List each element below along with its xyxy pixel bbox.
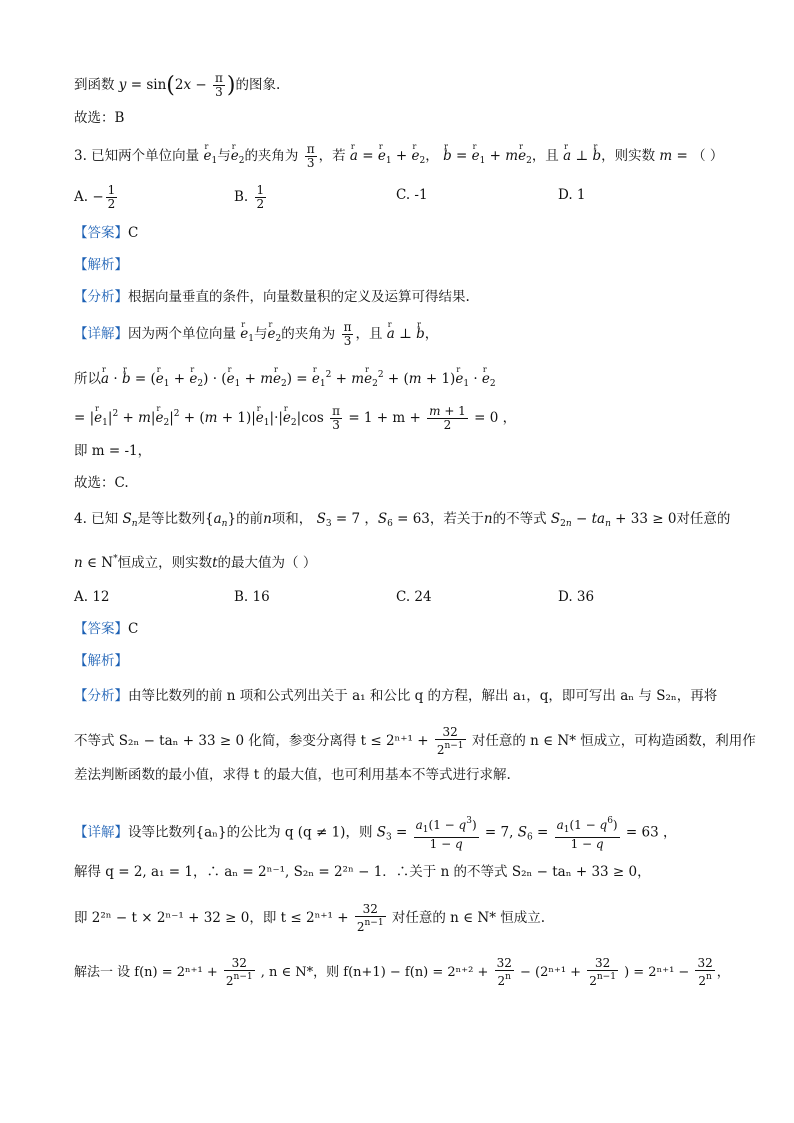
text: 的不等式	[492, 511, 547, 527]
formula-line	[74, 903, 754, 934]
answer-value: C	[128, 621, 139, 637]
question-4: 4. 已知 $S_n$是等比数列$\{a_n\}$的前n项和， $S_3 = 7$ ，$S_6 = 63$，若关于n的不等式 $S_{2n} - ta_n + 33 \ge 0$对任意的	[74, 511, 731, 529]
text: 根据向量垂直的条件，向量数量积的定义及运算可得结果.	[128, 289, 470, 305]
text: 不等式 S₂ₙ − taₙ + 33 ≥ 0 化简，参变分离得 t ≤ 2ⁿ⁺¹ +	[74, 733, 429, 749]
answer-value: C	[128, 225, 139, 241]
text: 所以	[74, 371, 101, 387]
text: （ ）	[692, 148, 724, 164]
analysis-tag: 【解析】	[74, 257, 128, 273]
answer-line	[74, 618, 754, 640]
fraction: $\frac{\pi}{3}$	[306, 142, 315, 170]
question-3: 3. 已知两个单位向量 r $e_1$与r $e_2$的夹角为 $\frac{\pi}{3}$ ，若 r a = r $e_1 + r$ $e_2$， r b = r $e_1$ + mr $e_2$，且 r a ⊥ r b，则实数 m = （ ）	[74, 143, 754, 172]
formula-line: 解法一 设 f(n) = 2ⁿ⁺¹ + $\frac{32}{2^{n-1}}$ , n ∈ N*，则 f(n+1) − f(n) = 2ⁿ⁺² + $\frac{32}{2^n}$ − (2ⁿ⁺¹ + $\frac{32}{2^{n-1}}$ ) = 2ⁿ⁺¹ − $\frac{32}{2^n}$ ，	[74, 956, 730, 988]
fraction: $\frac{32}{2^n}$	[697, 956, 713, 988]
text: 因为两个单位向量	[128, 326, 236, 342]
text: 3. 已知两个单位向量	[74, 148, 200, 164]
option-c: C. 24	[396, 589, 432, 605]
fraction: $\frac{a_1(1 - q^6)}{1 - q}$	[556, 816, 618, 851]
fraction: $\frac{\pi}{3}$	[343, 320, 352, 348]
fraction: $\frac{\pi}{3}$	[215, 71, 223, 99]
text-line: 解得 q = 2, a₁ = 1，∴ aₙ = 2ⁿ⁻¹, S₂ₙ = 2²ⁿ − 1．∴关于 n 的不等式 S₂ₙ − taₙ + 33 ≥ 0，	[74, 864, 651, 880]
fraction: $\frac{m + 1}{2}$	[429, 404, 466, 432]
text: 的夹角为	[244, 148, 299, 164]
analysis-tag: 【解析】	[74, 653, 128, 669]
text: 的图象.	[235, 77, 281, 93]
fraction: $\frac{32}{2^{n-1}}$	[589, 956, 616, 988]
option-b	[234, 184, 268, 211]
section-tag: 【分析】	[74, 688, 128, 704]
fraction: $\frac{32}{2^{n-1}}$	[436, 725, 464, 757]
option-a: A. 12	[74, 589, 110, 605]
formula-line: = |r $e_1|^2 + m|r$ $e_2|^2 + (m + 1)|r$ $e_1|\cdot|r$ $e_2|\cos$ $\frac{\pi}{3}$ = 1 + m + $\frac{m + 1}{2}$ = 0 ，	[74, 403, 754, 434]
section-tag: 【详解】	[74, 326, 128, 342]
text: 到函数	[74, 77, 115, 93]
fraction: $\frac{32}{2^n}$	[496, 956, 512, 988]
text: 由等比数列的前 n 项和公式列出关于 a₁ 和公比 q 的方程，解出 a₁，q，即可写出 aₙ 与 S₂ₙ，再将	[128, 688, 718, 704]
fraction: $\frac{32}{2^{n-1}}$	[225, 956, 253, 988]
text: ，若	[318, 148, 346, 164]
answer-tag: 【答案】	[74, 621, 128, 637]
formula-line: 所以r a · r b = (r $e_1 + r$ $e_2) \cdot (r$ $e_1$ + mr $e_2) = r$ $e_1^2$ + mr $e_2^2 + (m + 1)r$ $e_1 \cdot r$ $e_2$	[74, 364, 754, 395]
text: 项和，	[271, 511, 313, 527]
text: ，则实数	[601, 148, 656, 164]
detail-line: 【详解】因为两个单位向量 r $e_1$与r $e_2$的夹角为 $\frac{\pi}{3}$ ，且 r a ⊥ r b，	[74, 321, 754, 350]
analysis-line	[74, 726, 754, 757]
option-d: D. 1	[558, 187, 586, 203]
text: ，且	[531, 148, 559, 164]
text: 是等比数列	[137, 511, 206, 527]
text: 的夹角为	[281, 326, 336, 342]
text: 4. 已知	[74, 511, 119, 527]
fraction: $\frac{\pi}{3}$	[332, 404, 341, 432]
text: , n ∈ N*，则 f(n+1) − f(n) = 2ⁿ⁺² +	[260, 965, 489, 980]
text: A.	[74, 189, 89, 205]
option-b: B. 16	[234, 589, 270, 605]
question-4-cont: n ∈ N*恒成立，则实数t的最大值为（ ）	[74, 554, 317, 571]
text: ，且	[355, 326, 383, 342]
section-tag: 【分析】	[74, 289, 128, 305]
fraction: $\frac{32}{2^{n-1}}$	[356, 902, 384, 934]
text: 恒成立，则实数	[117, 555, 213, 571]
text: ，	[425, 148, 439, 164]
text-line-2: 故选：B	[74, 110, 125, 126]
option-d: D. 36	[558, 589, 595, 605]
text: 即 2²ⁿ − t × 2ⁿ⁻¹ + 32 ≥ 0，即 t ≤ 2ⁿ⁺¹ +	[74, 910, 349, 926]
fraction: $\frac{1}{2}$	[256, 183, 265, 211]
analysis-line: 差法判断函数的最小值，求得 t 的最大值，也可利用基本不等式进行求解.	[74, 767, 511, 783]
text-line: 故选：C.	[74, 475, 129, 491]
text: ) = 2ⁿ⁺¹ −	[624, 965, 690, 980]
text-line: 即 m = -1，	[74, 443, 152, 459]
fraction: $\frac{a_1(1 - q^3)}{1 - q}$	[415, 816, 477, 851]
answer-line	[74, 222, 754, 244]
option-c: C. -1	[396, 187, 428, 203]
detail-line: 【详解】设等比数列{aₙ}的公比为 q (q ≠ 1)，则 $S_3$ = $\frac{a_1(1 - q^3)}{1 - q}$ = 7, $S_6$ = $\frac{a_1(1 - q^6)}{1 - q}$ = 63 ，	[74, 816, 677, 851]
text: 对任意的 n ∈ N* 恒成立.	[391, 910, 546, 926]
text: 的前	[236, 511, 264, 527]
text: ，若关于	[429, 511, 484, 527]
text-line-1: 到函数 y = sin(2x − $\frac{\pi}{3}$ )的图象.	[74, 71, 281, 99]
text: 与	[217, 148, 231, 164]
text: B.	[234, 189, 249, 205]
text: 设等比数列{aₙ}的公比为 q (q ≠ 1)，则	[128, 824, 373, 841]
text: − (2ⁿ⁺¹ +	[519, 965, 582, 980]
fraction: $\frac{1}{2}$	[107, 183, 116, 211]
text: 对任意的 n ∈ N* 恒成立，可构造函数，利用作	[471, 733, 756, 749]
text: 对任意的	[676, 511, 731, 527]
text: = 1 + m +	[348, 410, 421, 426]
section-tag: 【详解】	[74, 824, 128, 841]
answer-tag: 【答案】	[74, 225, 128, 241]
formula: y	[118, 77, 127, 93]
option-a: A. − $\frac{1}{2}$	[74, 183, 116, 211]
text: 的最大值为（ ）	[217, 555, 317, 571]
analysis-line	[74, 286, 754, 308]
analysis-line	[74, 685, 754, 707]
text: 解法一 设 f(n) = 2ⁿ⁺¹ +	[74, 965, 218, 980]
